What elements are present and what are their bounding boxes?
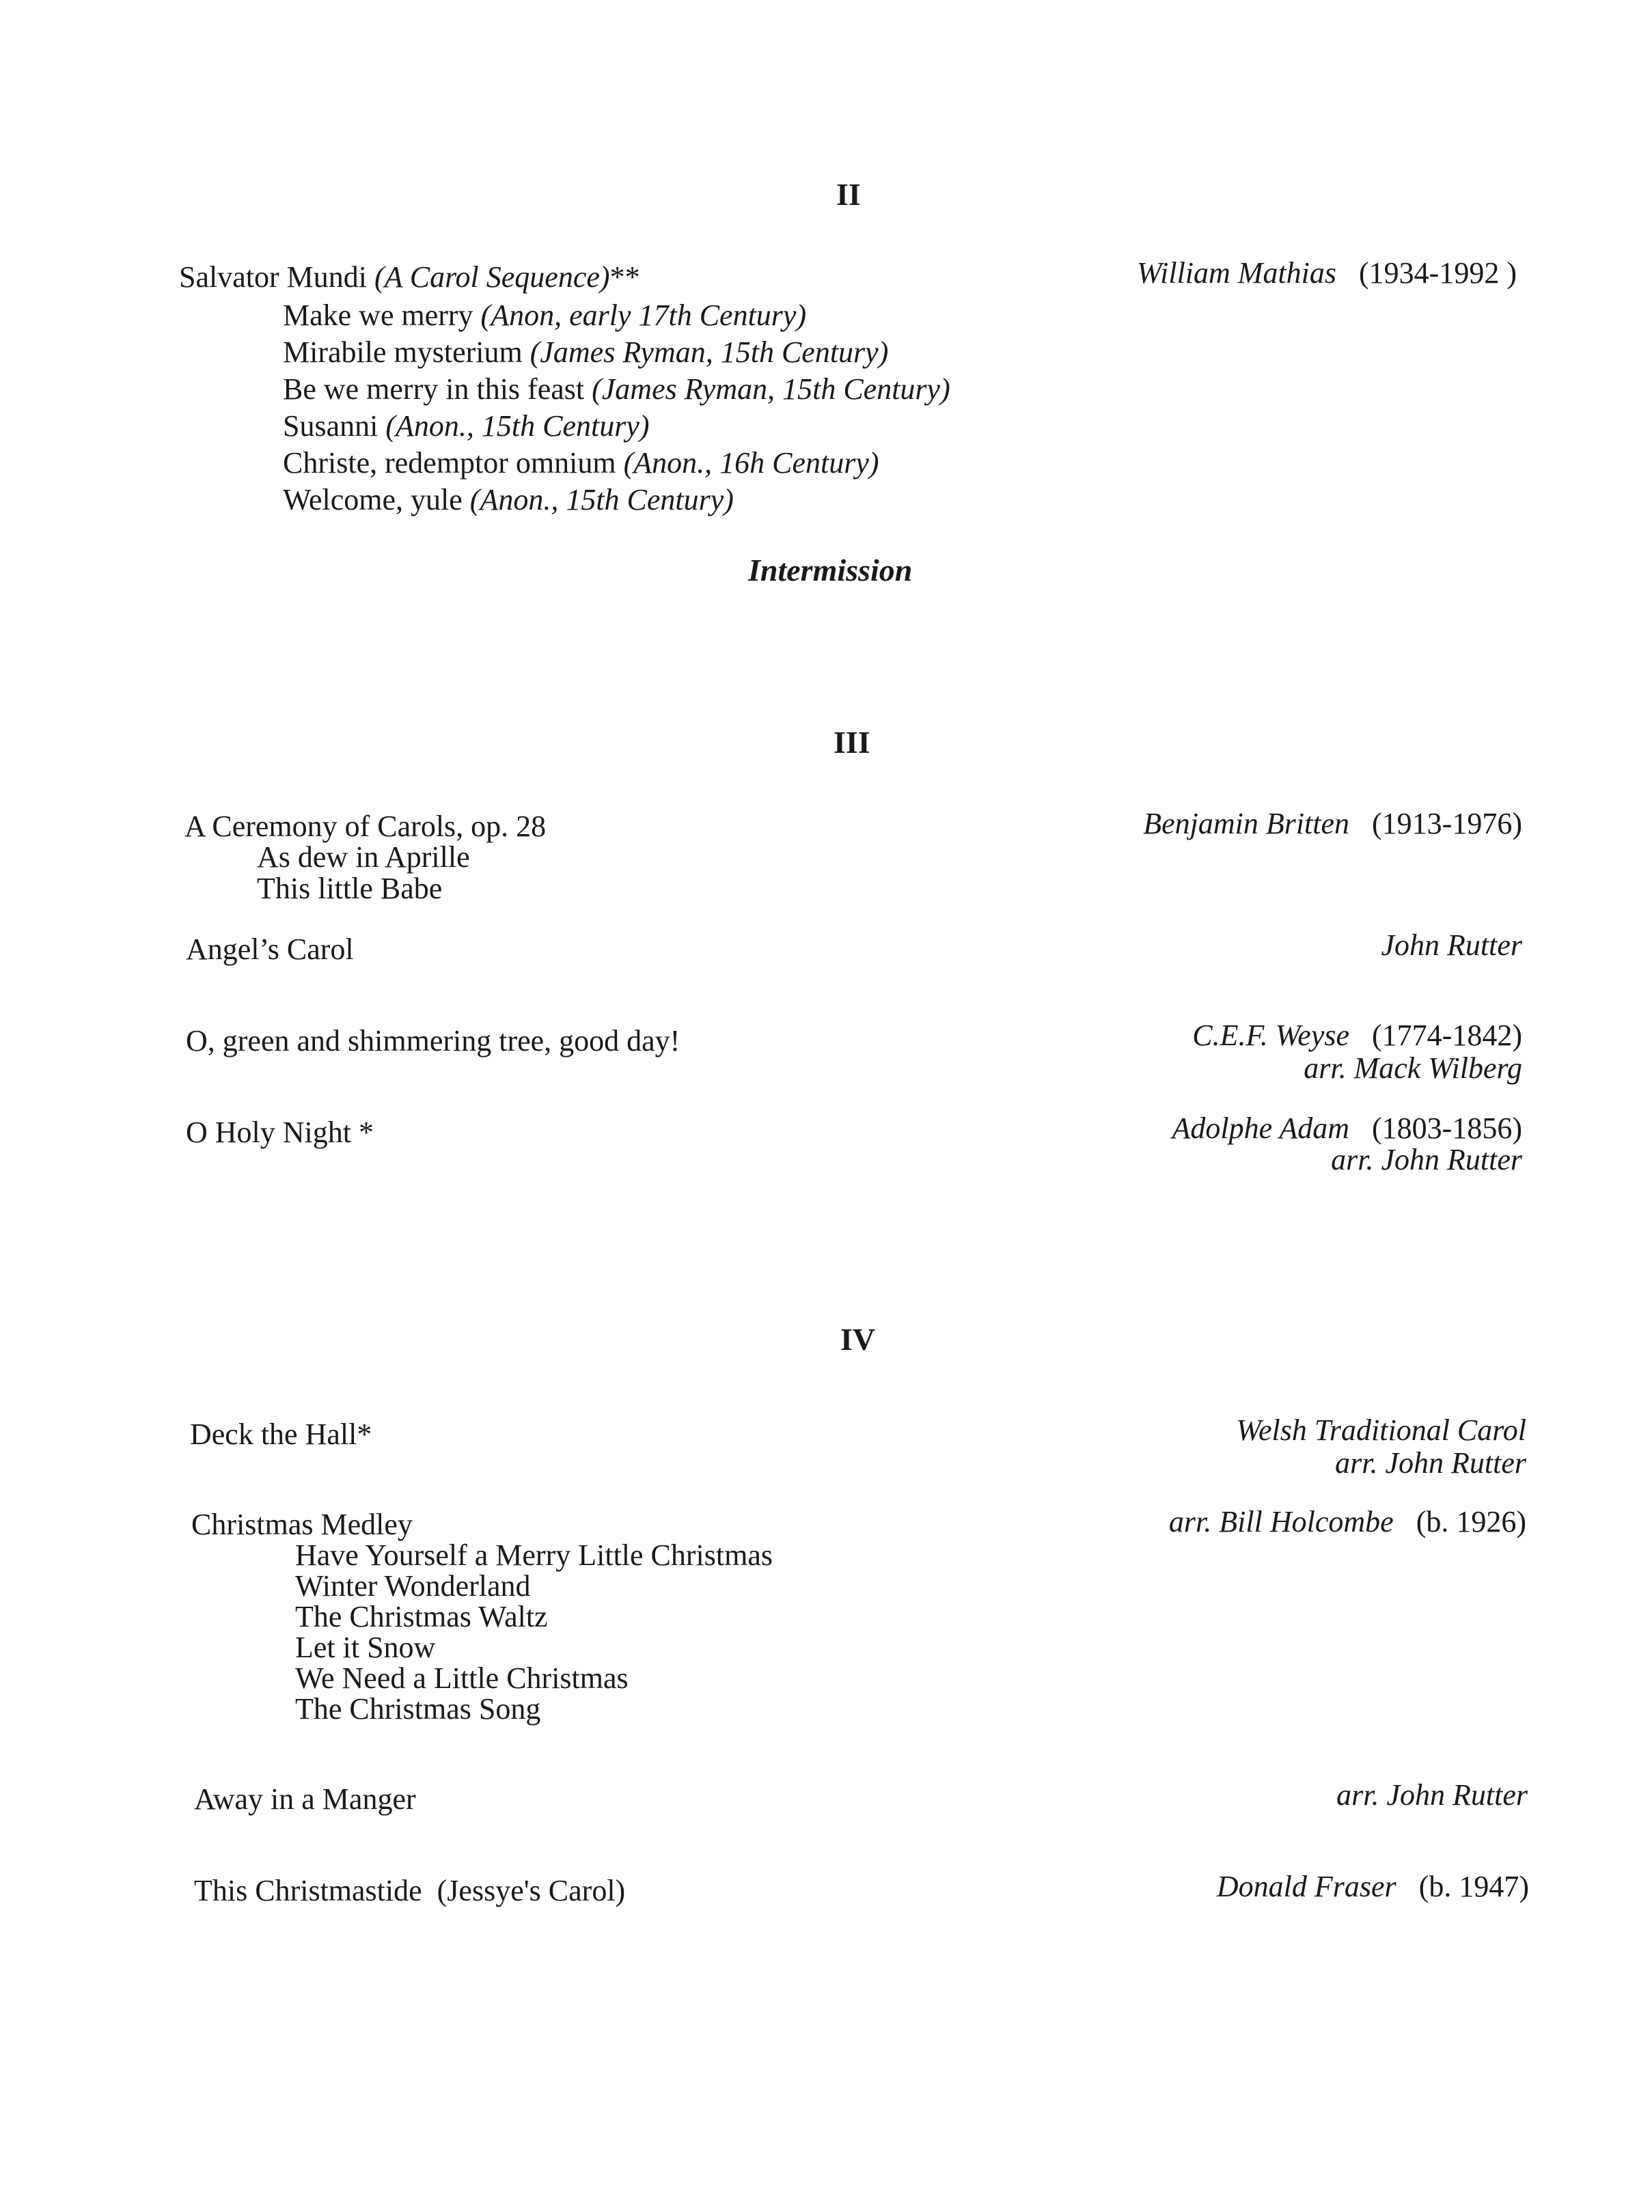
list-item: Let it Snow <box>295 1631 436 1664</box>
composer-name: Donald Fraser <box>1216 1870 1396 1903</box>
movement-line: Susanni (Anon., 15th Century) <box>283 409 650 443</box>
section-heading-iv: IV <box>840 1322 876 1357</box>
composer-dates: (1774-1842) <box>1372 1019 1522 1052</box>
composer-name: C.E.F. Weyse <box>1192 1019 1350 1052</box>
composer-name: William Mathias <box>1136 256 1337 290</box>
piece-ceremony-composer <box>1143 806 1522 841</box>
composer-dates: (b. 1926) <box>1416 1505 1526 1538</box>
piece-salvator-mundi-title <box>179 260 640 294</box>
movement-list <box>257 842 470 904</box>
section-heading-iii: III <box>834 725 870 760</box>
medley-song-list <box>295 1540 773 1724</box>
movement-line: This little Babe <box>257 872 443 905</box>
piece-holy-night-composer <box>1172 1111 1522 1146</box>
composer-dates: (1803-1856) <box>1372 1111 1522 1145</box>
piece-green-tree-composer <box>1192 1018 1522 1053</box>
composer-dates: (1934-1992 ) <box>1359 256 1517 290</box>
piece-ceremony-title: A Ceremony of Carols, op. 28 <box>184 810 547 843</box>
list-item: The Christmas Song <box>295 1692 541 1726</box>
piece-away-in-a-manger-arranger: arr. John Rutter <box>1336 1778 1528 1812</box>
list-item: Winter Wonderland <box>295 1569 531 1603</box>
piece-christmastide-composer <box>1217 1869 1529 1904</box>
piece-angels-carol-title: Angel’s Carol <box>186 932 354 966</box>
premiere-mark: ** <box>609 260 640 294</box>
movement-line: Be we merry in this feast (James Ryman, 15th Century) <box>283 372 950 406</box>
movement-line: Christe, redemptor omnium (Anon., 16h Century) <box>283 446 879 480</box>
composer-dates: (1913-1976) <box>1372 807 1522 840</box>
list-item: Have Yourself a Merry Little Christmas <box>295 1538 773 1572</box>
piece-deck-the-hall-title: Deck the Hall* <box>190 1418 372 1451</box>
piece-christmas-medley-title: Christmas Medley <box>191 1508 413 1541</box>
piece-angels-carol-composer: John Rutter <box>1381 928 1522 962</box>
composer-name: Benjamin Britten <box>1143 807 1350 840</box>
piece-christmastide-title: This Christmastide (Jessye's Carol) <box>194 1874 626 1907</box>
section-heading-ii: II <box>836 177 861 212</box>
piece-christmas-medley-composer <box>1169 1504 1526 1539</box>
piece-holy-night-title: O Holy Night * <box>186 1116 374 1149</box>
movement-line: Mirabile mysterium (James Ryman, 15th Century) <box>283 335 889 369</box>
composer-dates: (b. 1947) <box>1418 1870 1529 1903</box>
composer-name: Adolphe Adam <box>1172 1111 1350 1145</box>
piece-deck-the-hall-composer: Welsh Traditional Carol <box>1236 1413 1526 1447</box>
movement-line: Make we merry (Anon, early 17th Century) <box>283 299 807 332</box>
movement-line: As dew in Aprille <box>257 840 470 874</box>
piece-title: Salvator Mundi <box>179 260 374 294</box>
piece-deck-the-hall-arranger: arr. John Rutter <box>1335 1446 1526 1480</box>
composer-name: arr. Bill Holcombe <box>1168 1505 1394 1538</box>
movement-line: Welcome, yule (Anon., 15th Century) <box>283 483 734 516</box>
piece-salvator-mundi-composer <box>1137 255 1517 290</box>
piece-holy-night-arranger: arr. John Rutter <box>1331 1143 1522 1176</box>
list-item: The Christmas Waltz <box>295 1600 548 1633</box>
piece-away-in-a-manger-title: Away in a Manger <box>194 1782 416 1816</box>
piece-green-tree-title: O, green and shimmering tree, good day! <box>186 1024 680 1057</box>
list-item: We Need a Little Christmas <box>295 1661 629 1695</box>
piece-subtitle: (A Carol Sequence) <box>374 260 610 294</box>
intermission-label: Intermission <box>748 553 913 587</box>
piece-green-tree-arranger: arr. Mack Wilberg <box>1304 1051 1522 1085</box>
